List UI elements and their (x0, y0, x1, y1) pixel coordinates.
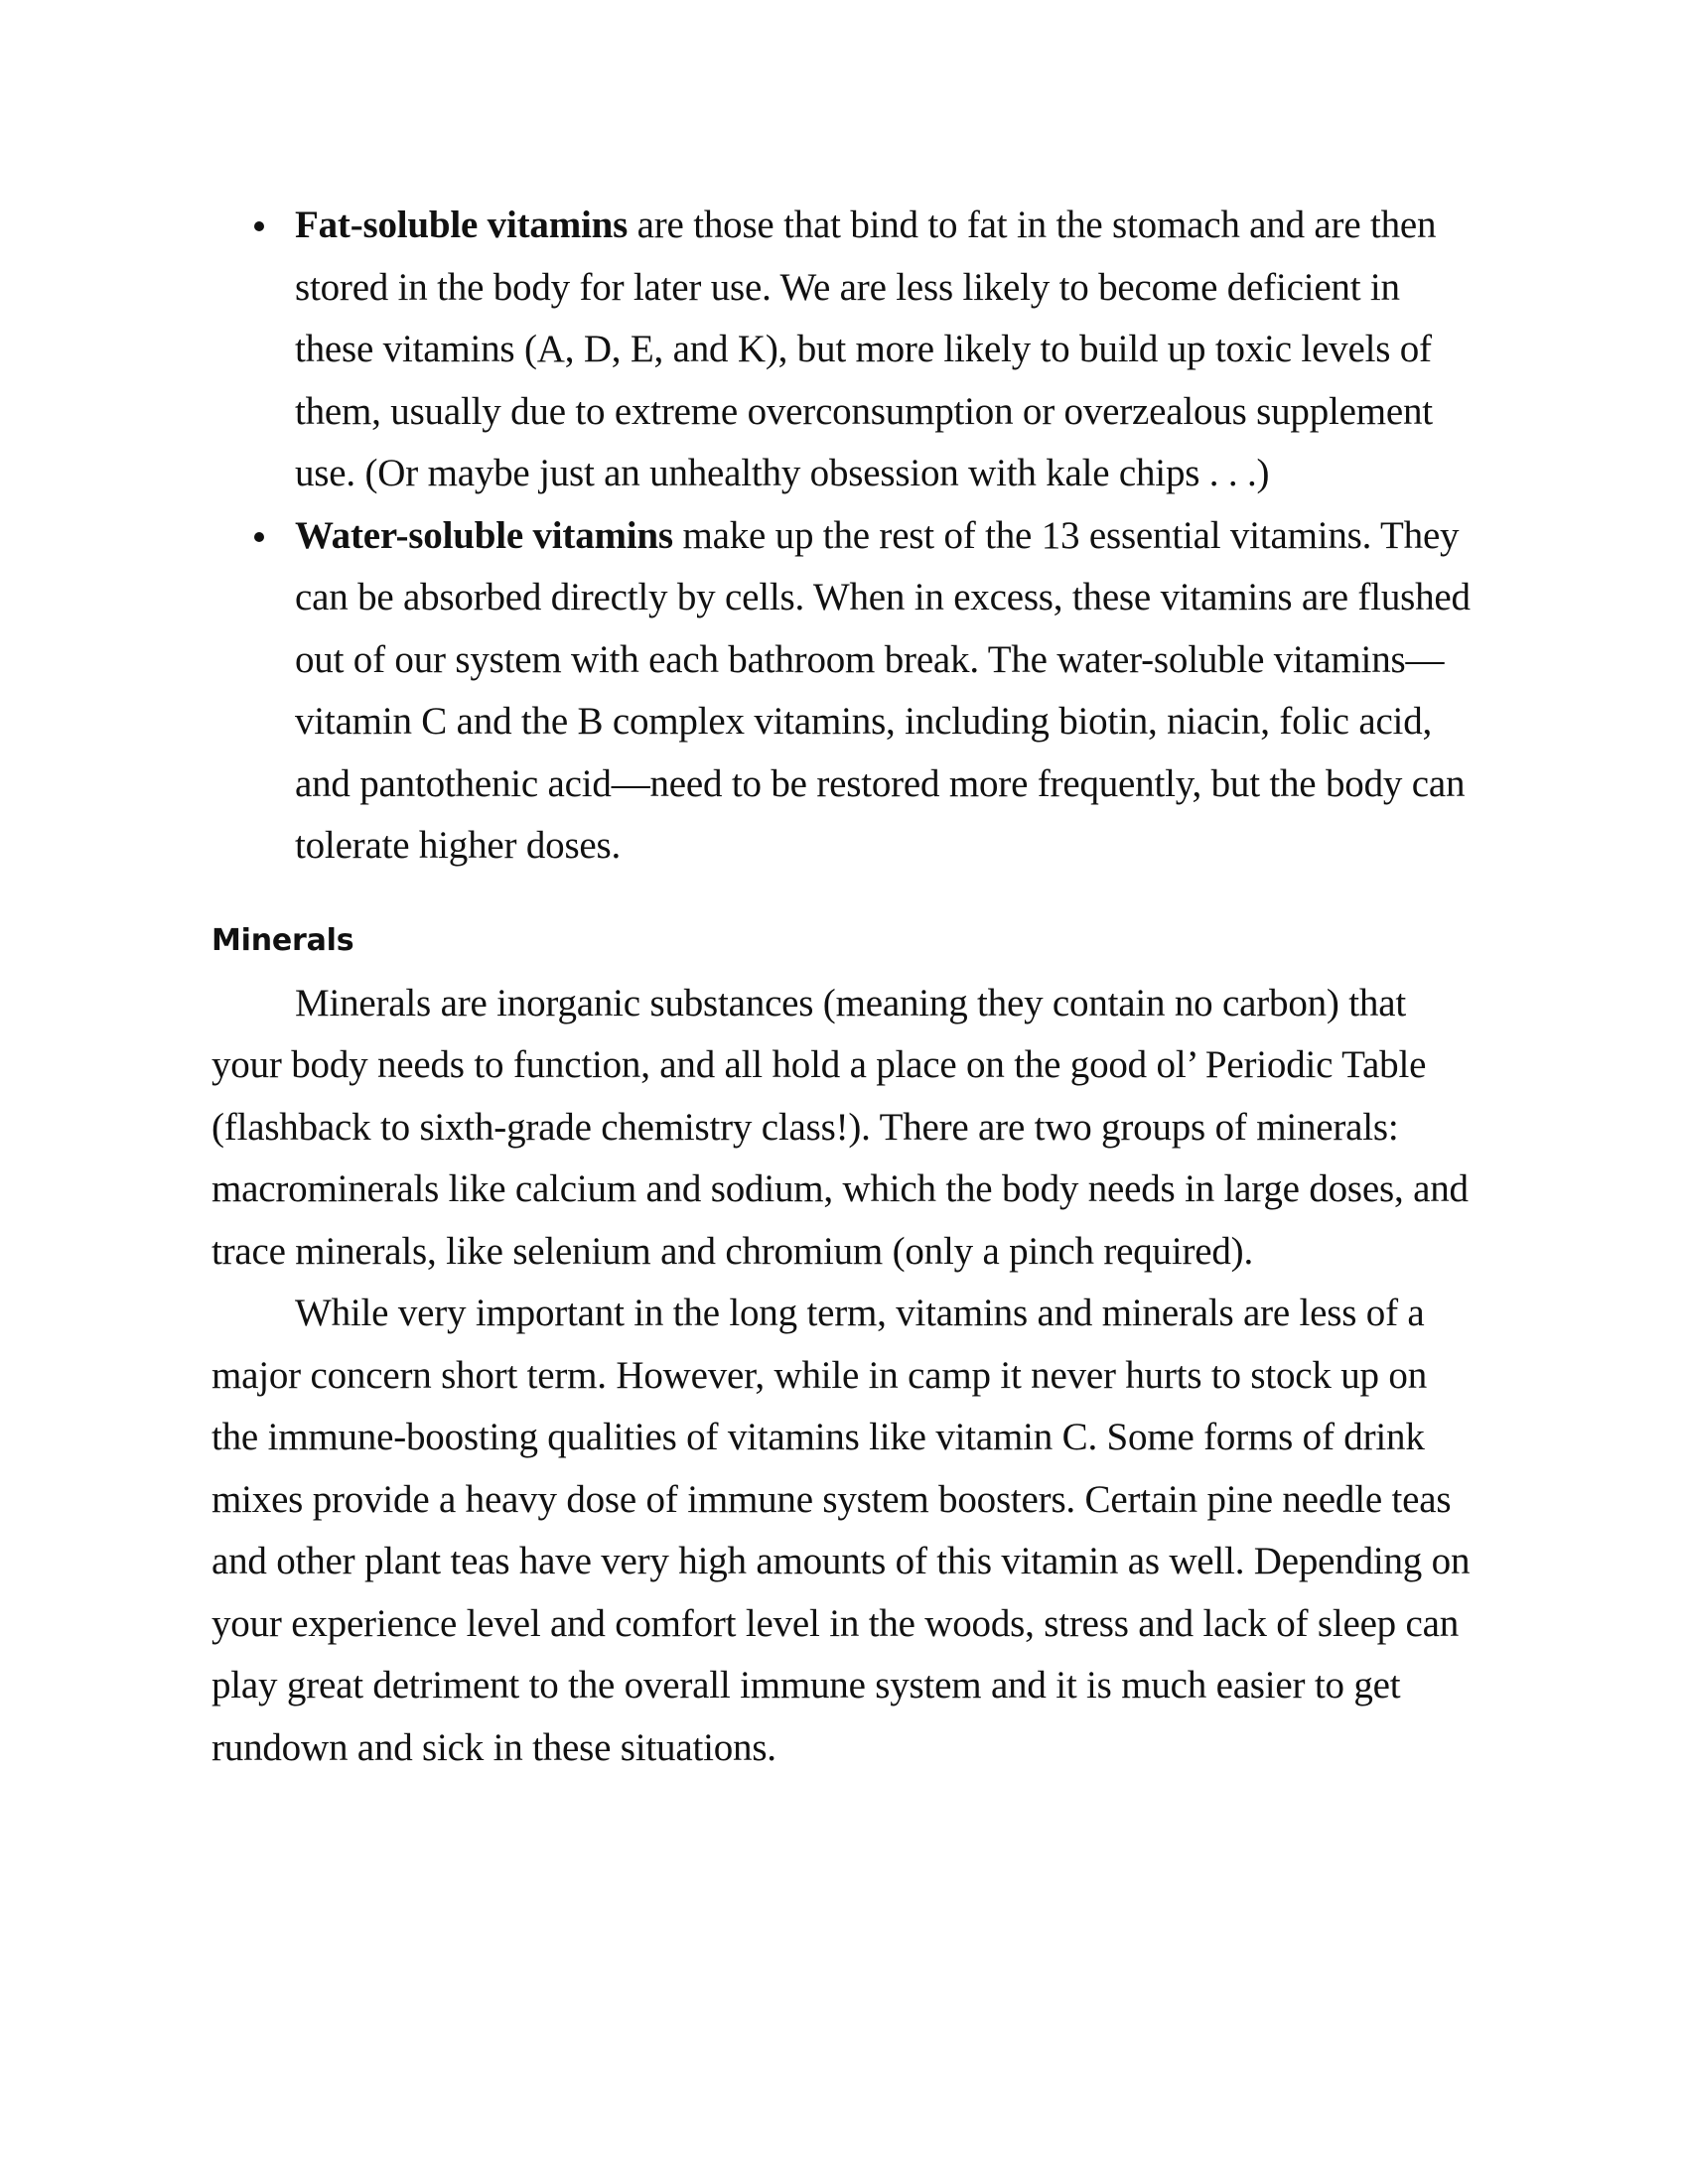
bullet-text: are those that bind to fat in the stomach and are then stored in the body for later use. We are less likely to become deficient in these vitamins (A, D, E, and K), but more likely to build up toxic levels of them, usually due to extreme overconsumption or overzealous supplement use. (Or maybe just an unhealthy obsession with kale chips . . .) (295, 204, 1437, 494)
bullet-text: make up the rest of the 13 essential vitamins. They can be absorbed directly by cells. When in excess, these vitamins are flushed out of our system with each bathroom break. The water-soluble vitamins—vitamin C and the B complex vitamins, including biotin, niacin, folic acid, and pantothenic acid—need to be restored more frequently, but the body can tolerate higher doses. (295, 513, 1471, 867)
bullet-dot-icon (254, 221, 264, 231)
paragraph: Minerals are inorganic substances (meaning they contain no carbon) that your body needs to function, and all hold a place on the good ol’ Periodic Table (flashback to sixth-grade chemistry class!). There are two groups of minerals: macrominerals like calcium and sodium, which the body needs in large doses, and trace minerals, like selenium and chromium (only a pinch required). (211, 981, 1469, 1273)
list-item-water-soluble (211, 505, 1482, 878)
vitamin-bullet-list (211, 195, 1482, 878)
bullet-term: Water-soluble vitamins (295, 513, 673, 557)
list-item-fat-soluble (211, 195, 1482, 505)
section-heading-minerals: Minerals (211, 922, 354, 958)
paragraph: While very important in the long term, vitamins and minerals are less of a major concern short term. However, while in camp it never hurts to stock up on the immune-boosting qualities of vitamins like vitamin C. Some forms of drink mixes provide a heavy dose of immune system boosters. Certain pine needle teas and other plant teas have very high amounts of this vitamin as well. Depending on your experience level and comfort level in the woods, stress and lack of sleep can play great detriment to the overall immune system and it is much easier to get rundown and sick in these situations. (211, 1292, 1471, 1769)
page-content (211, 195, 1482, 1779)
bullet-term: Fat-soluble vitamins (295, 204, 629, 246)
bullet-dot-icon (254, 532, 264, 542)
